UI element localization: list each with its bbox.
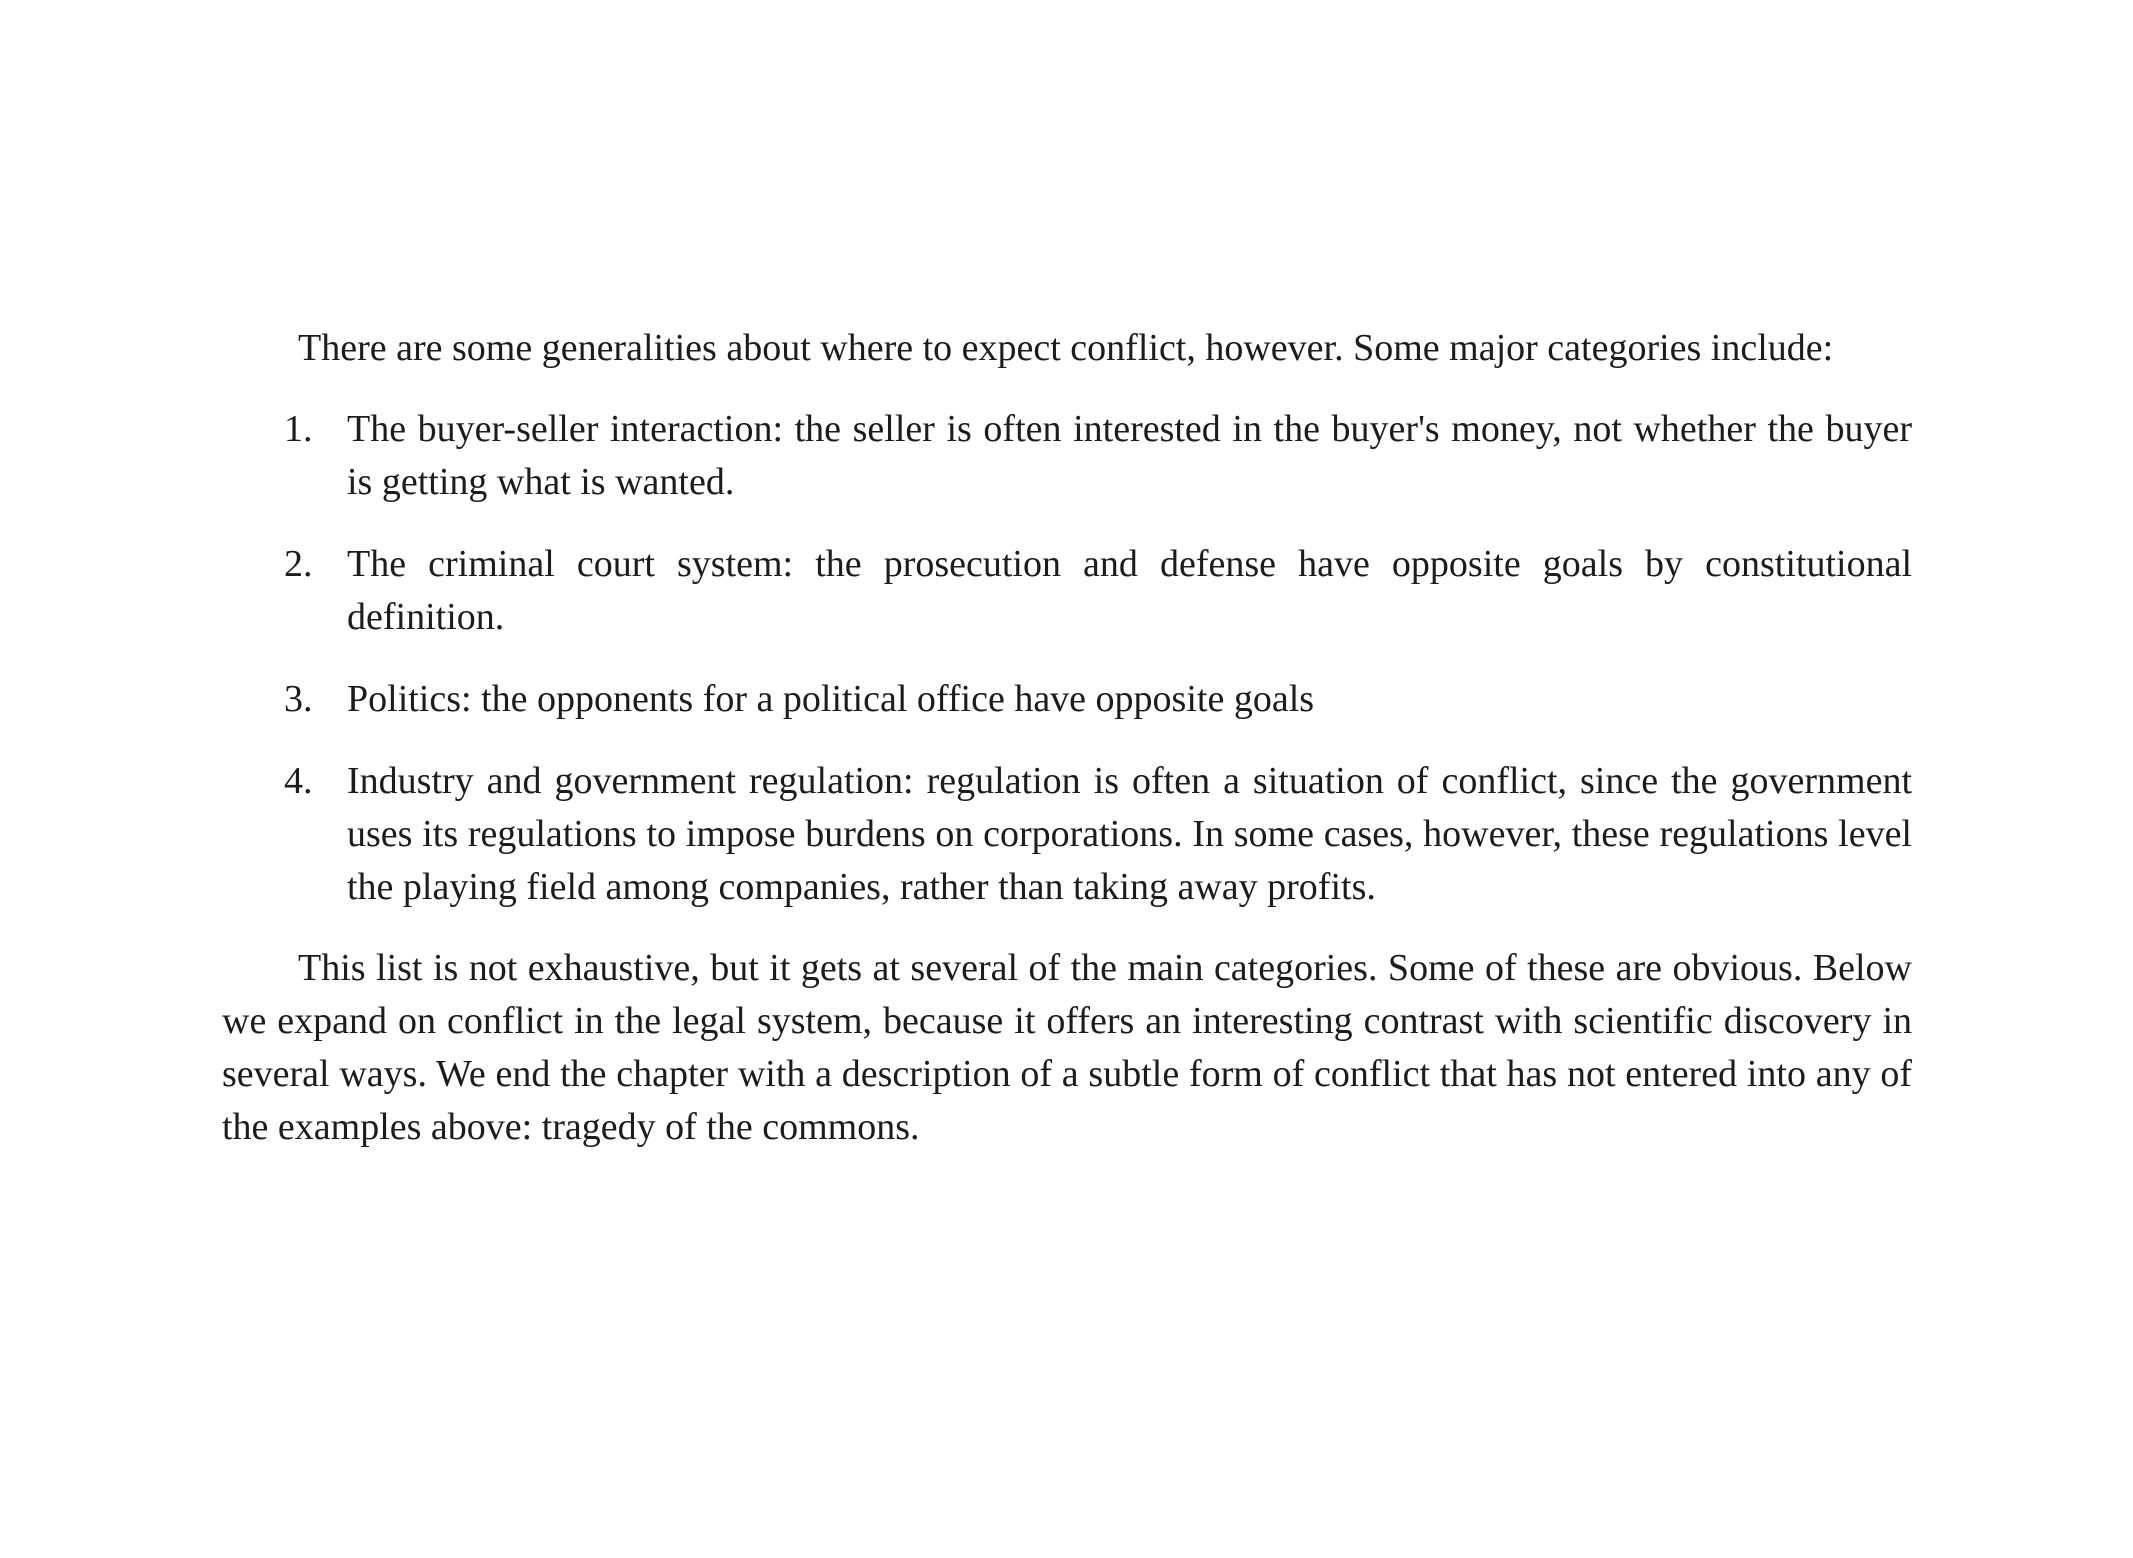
- list-item-number: 3.: [284, 678, 313, 720]
- list-item: [222, 673, 1912, 726]
- closing-paragraph: This list is not exhaustive, but it gets at several of the main categories. Some of these are obvious. Below we expand on conflict in the legal system, because it offers an interesting contrast with scientific discovery in several ways. We end the chapter with a description of a subtle form of conflict that has not entered into any of the examples above: tragedy of the commons.: [222, 947, 1912, 1148]
- list-item-number: 1.: [284, 408, 313, 450]
- list-item: [222, 403, 1912, 509]
- list-item-text: The criminal court system: the prosecution and defense have opposite goals by constitutional definition.: [347, 543, 1912, 638]
- list-item-text: Industry and government regulation: regulation is often a situation of conflict, since the government uses its regulations to impose burdens on corporations. In some cases, however, these regulations level the playing field among companies, rather than taking away profits.: [347, 760, 1912, 908]
- list-item: [222, 538, 1912, 644]
- conflict-categories-list: [222, 403, 1912, 914]
- list-item-number: 2.: [284, 543, 313, 585]
- document-body: [222, 322, 1912, 1154]
- intro-paragraph: There are some generalities about where to expect conflict, however. Some major categories include:: [298, 327, 1834, 369]
- list-item-text: Politics: the opponents for a political office have opposite goals: [347, 678, 1315, 720]
- list-item: [222, 755, 1912, 914]
- list-item-text: The buyer-seller interaction: the seller is often interested in the buyer's money, not whether the buyer is getting what is wanted.: [347, 408, 1912, 503]
- list-item-number: 4.: [284, 760, 313, 802]
